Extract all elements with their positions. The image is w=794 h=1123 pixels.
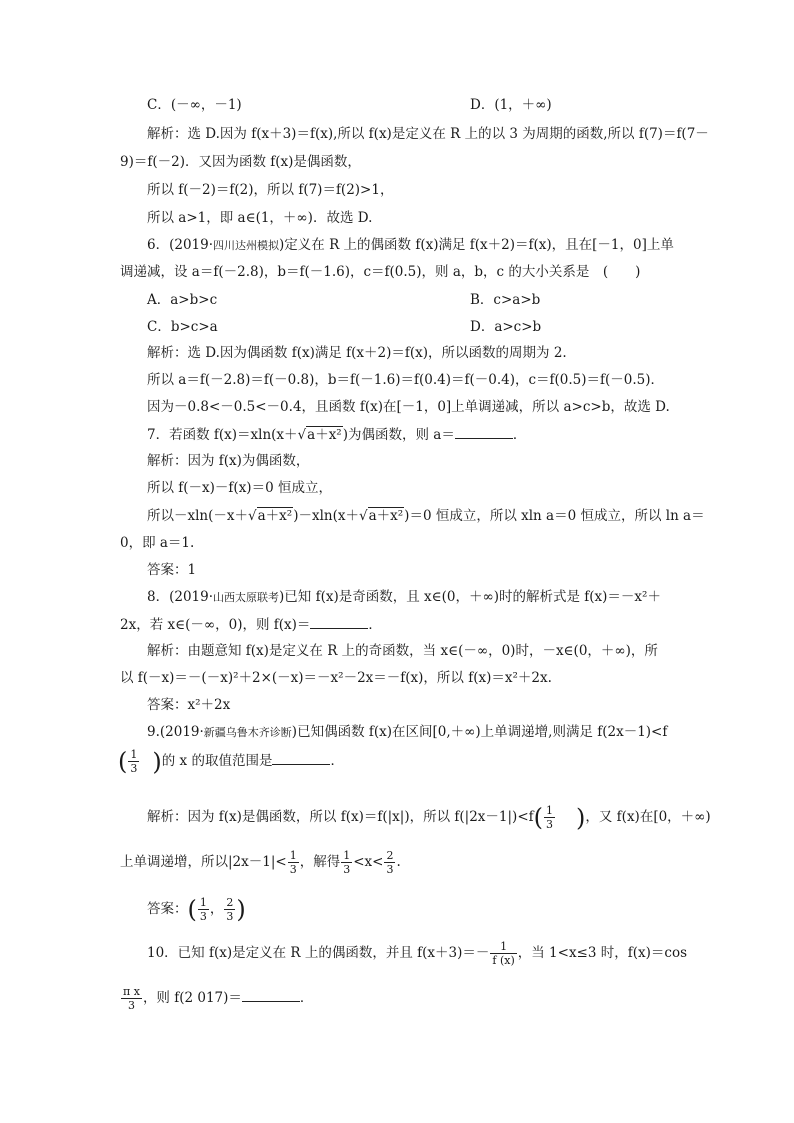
- option-d: D．a>c>b: [470, 319, 542, 335]
- question-text: ．: [330, 753, 344, 769]
- solution-line: 以 f(－x)＝－(－x)²＋2×(－x)＝－x²－2x＝－f(x)，所以 f(x)＝x²＋2x.: [120, 670, 552, 686]
- option-d: D．(1，＋∞): [470, 97, 552, 113]
- solution-text: <x<: [353, 854, 384, 870]
- sqrt-content: a＋x²: [368, 508, 404, 524]
- answer-line: 答案：1: [147, 562, 197, 578]
- solution-line: 因为－0.8<－0.5<－0.4，且函数 f(x)在[－1，0]上单调递减，所以 a>c>b，故选 D.: [147, 399, 670, 415]
- answer-label: 答案：: [147, 901, 188, 917]
- option-c: C．b>c>a: [147, 319, 218, 335]
- numerator: 2: [386, 849, 394, 862]
- fraction: [341, 849, 352, 876]
- question-text: 7．若函数 f(x)＝xln(x＋: [147, 427, 298, 443]
- question-text: )已知 f(x)是奇函数，且 x∈(0，＋∞)时的解析式是 f(x)＝－x²＋: [279, 589, 661, 605]
- solution-text: ，又 f(x)在[0，＋∞): [585, 809, 711, 825]
- question-text: ，当 1<x≤3 时，f(x)＝cos: [517, 945, 688, 961]
- right-paren: ): [152, 747, 162, 776]
- question-number: 8．(2019·: [147, 589, 214, 605]
- sqrt-sign: √: [248, 508, 257, 524]
- comma: ，: [209, 901, 224, 917]
- option-a: A．a>b>c: [147, 292, 218, 308]
- sqrt-sign: √: [358, 508, 368, 524]
- solution-line: 所以 f(－2)＝f(2)，所以 f(7)＝f(2)>1，: [147, 182, 394, 198]
- question-text: [120, 985, 313, 1012]
- question-text: [120, 614, 382, 635]
- sqrt-content: a＋x²: [307, 427, 342, 443]
- solution-line: 所以 f(－x)－f(x)＝0 恒成立，: [147, 480, 332, 496]
- solution-text: )－xln(x＋: [293, 508, 359, 524]
- question-7: [147, 424, 526, 445]
- denominator: 3: [130, 762, 138, 775]
- solution-text: 所以－xln(－x＋: [147, 508, 249, 524]
- fraction: [128, 748, 139, 775]
- numerator: 1: [199, 896, 207, 909]
- solution-line: [147, 506, 705, 526]
- question-text: ．: [512, 427, 527, 443]
- question-source: 山西太原联考: [213, 591, 280, 604]
- denominator: 3: [199, 910, 207, 923]
- denominator: 3: [226, 910, 234, 923]
- solution-text: )＝0 恒成立，所以 xln a＝0 恒成立，所以 ln a＝: [404, 508, 705, 524]
- denominator: 3: [386, 863, 394, 876]
- question-text: 10．已知 f(x)是定义在 R 上的偶函数，并且 f(x＋3)＝－: [147, 945, 490, 961]
- question-text: )为偶函数，则 a＝: [342, 427, 455, 443]
- question-text: ，则 f(2 017)＝: [142, 990, 242, 1006]
- denominator: f (x): [492, 954, 515, 967]
- question-8: [147, 587, 661, 608]
- numerator: 1: [343, 849, 351, 862]
- question-6: [147, 235, 674, 256]
- question-source: 四川达州模拟: [213, 239, 280, 252]
- question-source: 新疆乌鲁木齐诊断: [203, 726, 292, 739]
- option-c: C．(－∞，－1): [147, 97, 242, 113]
- question-text: [118, 748, 344, 775]
- solution-line: 所以 a>1，即 a∈(1，＋∞)．故选 D.: [147, 210, 373, 226]
- question-10: [147, 940, 687, 967]
- question-text: 调递减，设 a＝f(－2.8)，b＝f(－1.6)，c＝f(0.5)，则 a，b，c 的大小关系是 ( ): [120, 264, 641, 280]
- question-text: )定义在 R 上的偶函数 f(x)满足 f(x＋2)＝f(x)，且在[－1，0]上单: [279, 237, 674, 253]
- question-text: 2x，若 x∈(－∞，0)，则 f(x)＝: [120, 617, 311, 633]
- solution-line: 所以 a＝f(－2.8)＝f(－0.8)，b＝f(－1.6)＝f(0.4)＝f(－0.4)，c＝f(0.5)＝f(－0.5)．: [147, 372, 665, 388]
- solution-line: 解析：由题意知 f(x)是定义在 R 上的奇函数，当 x∈(－∞，0)时，－x∈(0，＋∞)，所: [147, 643, 658, 659]
- answer-blank: [242, 987, 300, 1002]
- sqrt-content: a＋x²: [257, 508, 293, 524]
- denominator: 3: [343, 863, 351, 876]
- answer-blank: [272, 750, 330, 765]
- fraction: [384, 849, 395, 876]
- fraction: [198, 896, 209, 923]
- right-paren: ): [576, 803, 586, 832]
- solution-line: [120, 849, 401, 876]
- numerator: 1: [490, 940, 516, 954]
- question-text: )已知偶函数 f(x)在区间[0,＋∞)上单调递增,则满足 f(2x－1)<f: [291, 724, 668, 740]
- question-text: ．: [299, 990, 314, 1006]
- fraction: [288, 849, 299, 876]
- solution-line: 9)＝f(－2)．又因为函数 f(x)是偶函数，: [120, 154, 361, 170]
- solution-text: 解析：因为 f(x)是偶函数，所以 f(x)＝f(|x|)，所以 f(|2x－1|)<f: [147, 809, 534, 825]
- numerator: π x: [123, 985, 140, 998]
- question-text: ．: [368, 617, 382, 633]
- solution-line: [147, 804, 711, 831]
- numerator: 1: [130, 748, 138, 761]
- fraction: [121, 985, 142, 1012]
- left-paren: (: [533, 803, 544, 832]
- solution-text: .: [396, 854, 401, 870]
- question-text: 的 x 的取值范围是: [161, 753, 273, 769]
- fraction: [544, 804, 555, 831]
- solution-text: ，解得: [299, 854, 341, 870]
- answer-line: [147, 896, 246, 923]
- solution-line: 0，即 a＝1.: [120, 535, 195, 551]
- numerator: 1: [289, 849, 297, 862]
- question-number: 9.(2019·: [147, 724, 204, 740]
- answer-line: 答案：x²＋2x: [147, 697, 231, 713]
- fraction: [224, 896, 235, 923]
- answer-blank: [455, 424, 513, 439]
- denominator: 3: [546, 818, 554, 831]
- left-paren: (: [187, 895, 197, 924]
- numerator: 1: [546, 804, 554, 817]
- question-9: [147, 722, 667, 743]
- fraction: [490, 940, 516, 967]
- option-b: B．c>a>b: [470, 292, 541, 308]
- sqrt-sign: √: [297, 427, 307, 443]
- left-paren: (: [118, 747, 128, 776]
- right-paren: ): [236, 895, 246, 924]
- numerator: 2: [226, 896, 234, 909]
- question-number: 6．(2019·: [147, 237, 214, 253]
- solution-line: 解析：选 D.因为 f(x＋3)＝f(x),所以 f(x)是定义在 R 上的以 3 为周期的函数,所以 f(7)＝f(7－: [147, 126, 709, 142]
- solution-text: 上单调递增，所以|2x－1|<: [120, 854, 287, 870]
- denominator: 3: [127, 999, 135, 1012]
- denominator: 3: [289, 863, 297, 876]
- solution-line: 解析：选 D.因为偶函数 f(x)满足 f(x＋2)＝f(x)，所以函数的周期为 2.: [147, 345, 567, 361]
- answer-blank: [310, 614, 368, 629]
- solution-line: 解析：因为 f(x)为偶函数，: [147, 453, 310, 469]
